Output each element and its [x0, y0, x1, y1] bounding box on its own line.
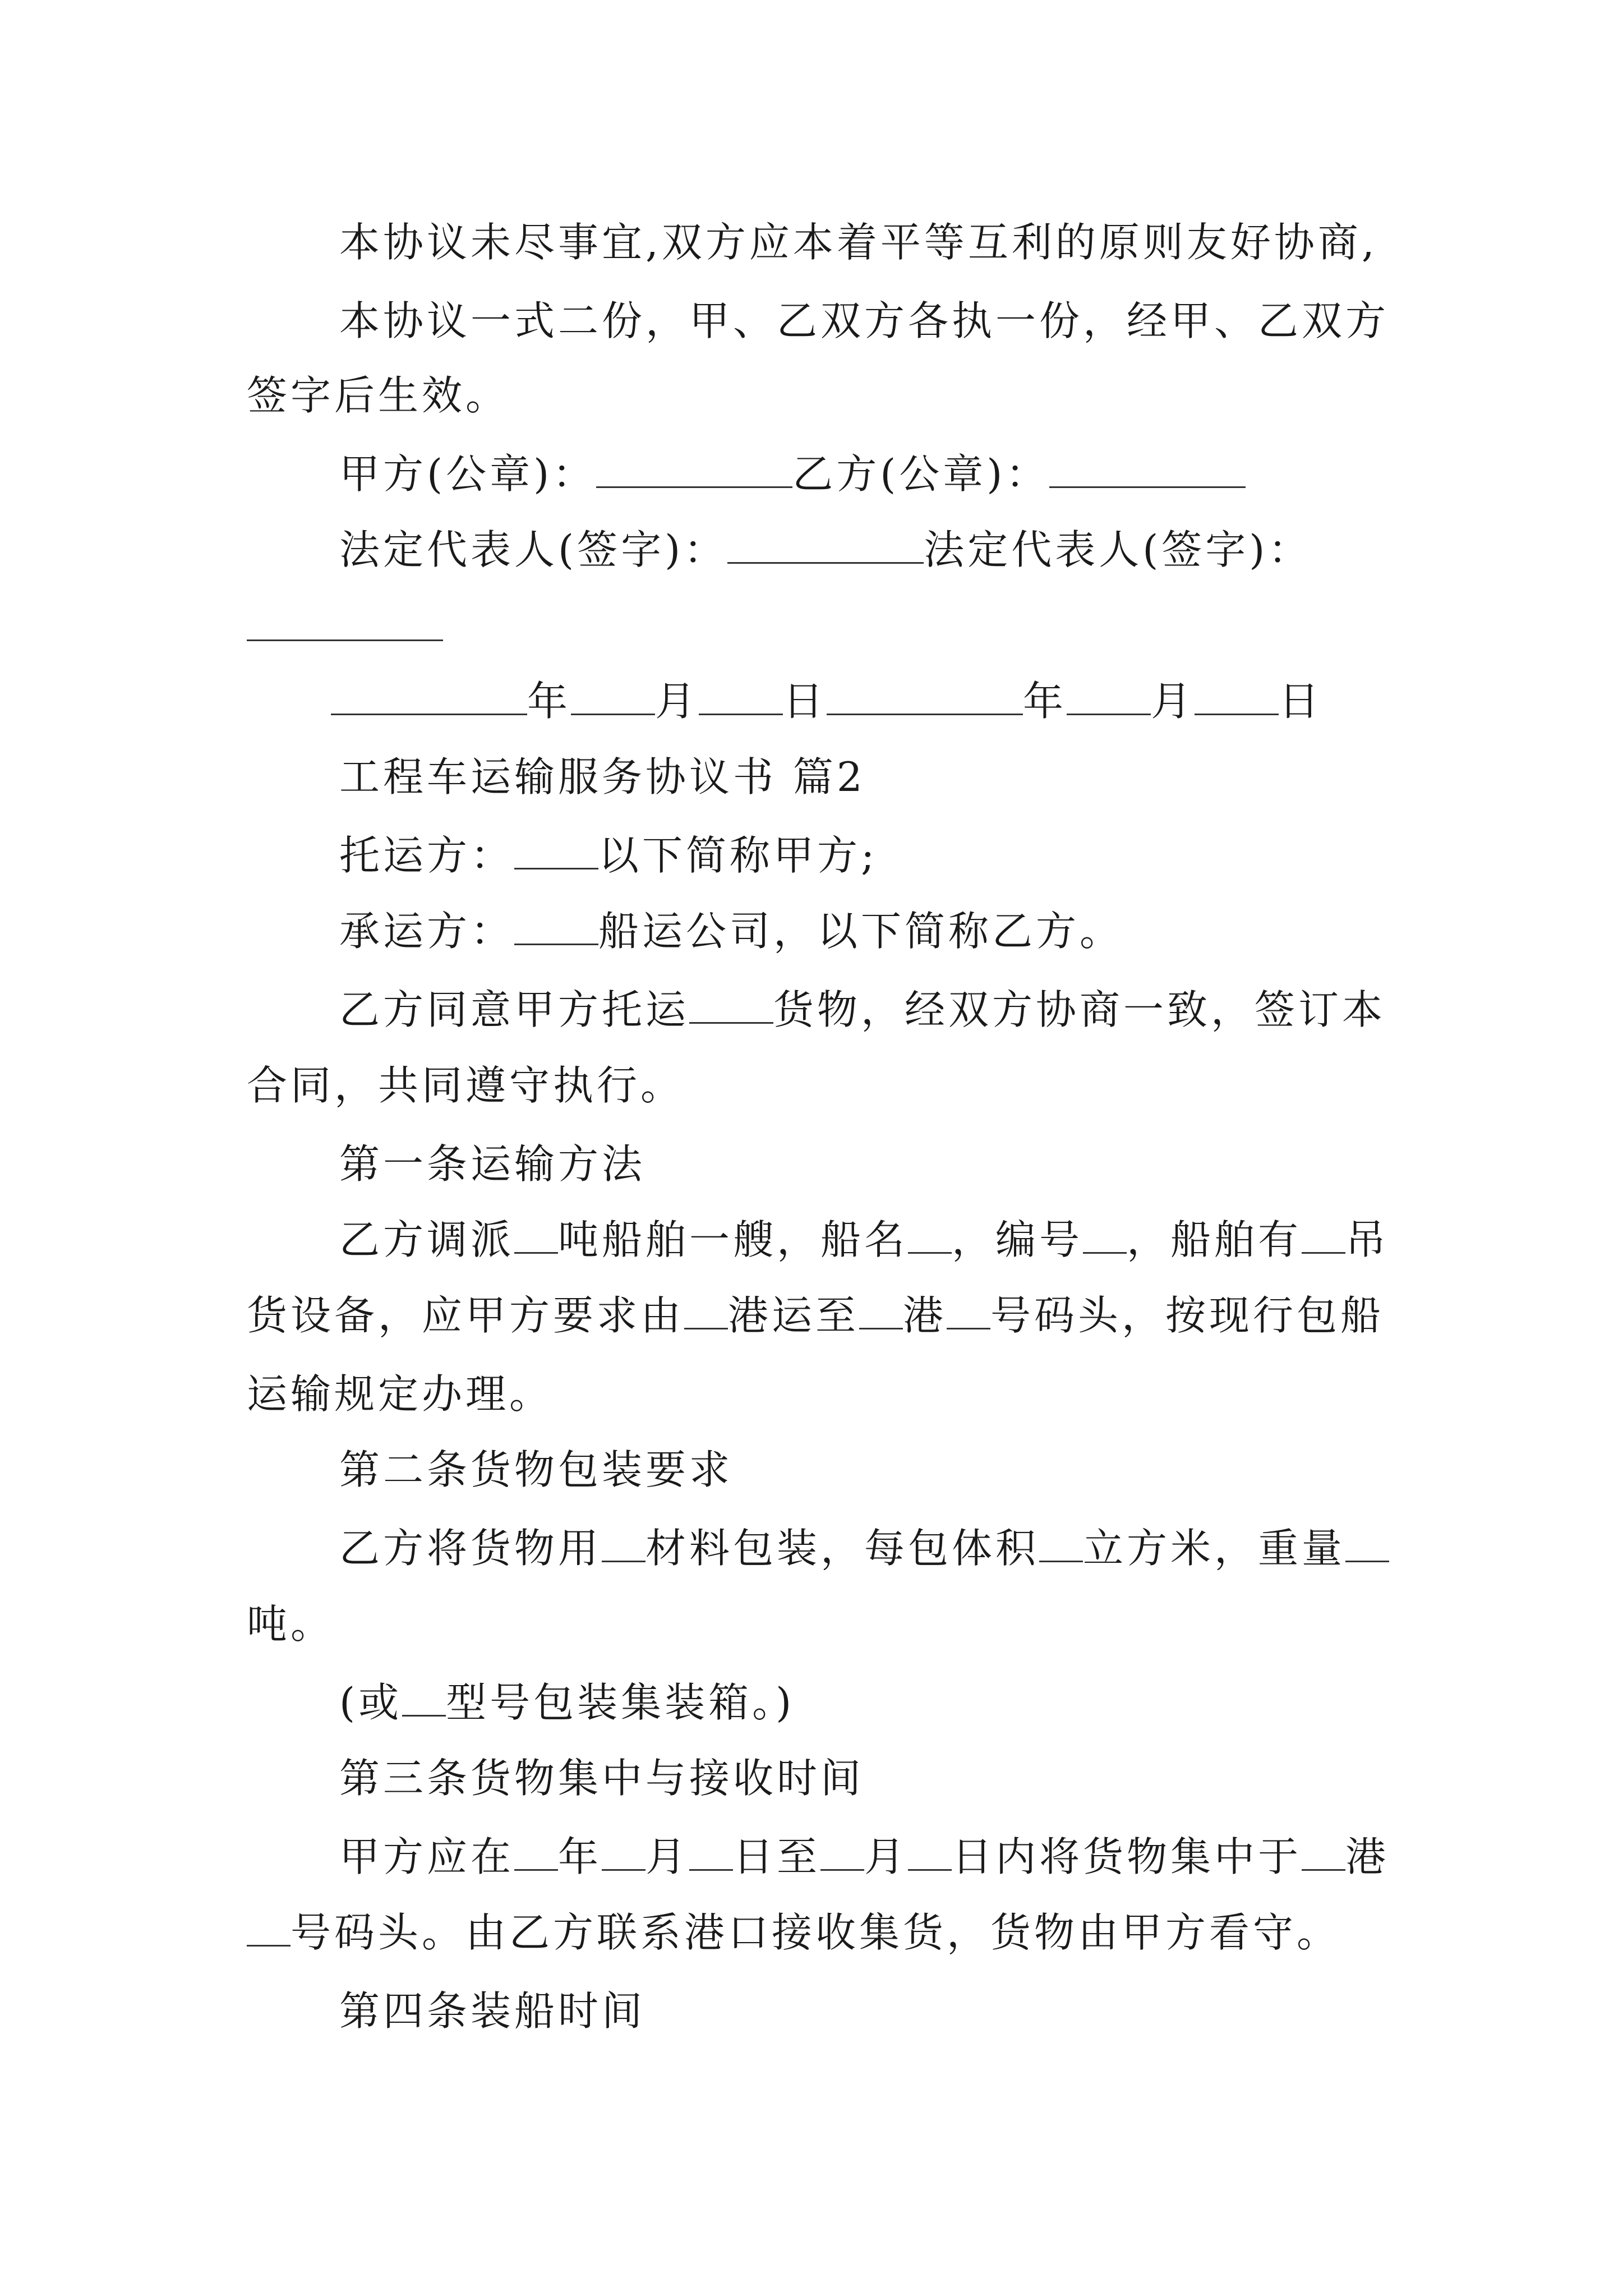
text-line-1	[339, 214, 1378, 270]
party-a-day-blank	[699, 678, 783, 715]
collection-month-end-blank	[820, 1833, 864, 1871]
party-b-year-blank	[827, 678, 1023, 715]
text-segment: 号码头。由乙方联系港口接收集货，货物由甲方看守。	[291, 1909, 1341, 1956]
text-segment: 乙方调派	[339, 1216, 515, 1263]
party-a-seal-blank	[596, 450, 792, 488]
text-segment: ，船舶有	[1127, 1216, 1302, 1263]
section-heading-text: 工程车运输服务协议书 篇2	[339, 753, 866, 800]
party-b-seal-blank	[1049, 450, 1246, 488]
text-segment: 日内将货物集中于	[952, 1833, 1302, 1880]
party-b-representative-blank	[247, 639, 443, 641]
party-a-representative-label: 法定代表人(签字)：	[339, 526, 728, 573]
text-line-article-2a	[339, 1520, 1389, 1576]
text-line-2	[339, 293, 1389, 349]
text-segment: 材料包装，每包体积	[645, 1525, 1040, 1572]
text-segment: 运输规定办理。	[247, 1370, 554, 1418]
party-a-year-blank	[331, 678, 527, 715]
collection-day-start-blank	[689, 1833, 733, 1871]
text-segment: 承运方：	[339, 908, 515, 955]
party-a-representative-blank	[727, 526, 924, 564]
text-segment: (或	[339, 1679, 403, 1726]
weight-blank	[1345, 1525, 1389, 1562]
article-heading-text: 第二条货物包装要求	[339, 1446, 734, 1493]
text-segment: 本协议一式二份，甲、乙双方各执一份，经甲、乙双方	[339, 297, 1390, 344]
article-heading-text: 第三条货物集中与接收时间	[339, 1755, 865, 1802]
party-a-seal-label: 甲方(公章)：	[339, 450, 597, 498]
text-segment: 型号包装集装箱。)	[446, 1679, 795, 1726]
text-line-article-2c	[339, 1674, 795, 1731]
text-segment: 吨船舶一艘，船名	[558, 1216, 909, 1263]
text-segment: 本协议未尽事宜,双方应本着平等互利的原则友好协商,	[339, 219, 1378, 266]
date-segment: 月	[1151, 678, 1195, 725]
text-segment: 吊	[1345, 1216, 1390, 1263]
article-heading-text: 第四条装船时间	[339, 1987, 646, 2035]
section-heading	[339, 749, 866, 805]
carrier-blank	[514, 908, 598, 945]
text-segment: 货物，经双方协商一致，签订本	[773, 986, 1386, 1033]
collection-month-start-blank	[602, 1833, 645, 1871]
text-line-article-2b	[247, 1596, 334, 1652]
text-segment: 港运至	[728, 1292, 860, 1339]
container-type-blank	[402, 1679, 446, 1717]
collection-year-blank	[514, 1833, 558, 1871]
date-segment: 年	[1023, 678, 1067, 725]
text-segment: 日至	[733, 1833, 821, 1880]
cargo-blank	[689, 986, 773, 1024]
text-line-agreement	[339, 982, 1386, 1038]
text-line-article-3b	[247, 1904, 1340, 1961]
text-segment: 货设备，应甲方要求由	[247, 1292, 685, 1339]
dock-number-blank	[947, 1292, 990, 1329]
text-segment: 吨。	[247, 1600, 335, 1648]
text-line-3	[247, 367, 509, 424]
text-line-article-1a	[339, 1212, 1389, 1268]
origin-port-blank	[684, 1292, 728, 1329]
text-segment: 年	[558, 1833, 602, 1880]
text-segment: 以下简称甲方;	[598, 832, 878, 879]
collection-port-blank	[1302, 1833, 1345, 1871]
article-heading-2	[339, 1442, 733, 1498]
ship-name-blank	[908, 1216, 952, 1254]
collection-day-end-blank	[908, 1833, 952, 1871]
material-blank	[602, 1525, 645, 1562]
text-segment: 月	[645, 1833, 690, 1880]
date-line	[331, 673, 1322, 729]
text-segment: 签字后生效。	[247, 372, 510, 419]
text-line-shipper	[339, 827, 878, 884]
text-segment: 港	[903, 1292, 947, 1339]
text-segment: 托运方：	[339, 832, 515, 879]
article-heading-1	[339, 1136, 645, 1192]
text-line-article-3a	[339, 1829, 1389, 1885]
text-segment: 立方米，重量	[1083, 1525, 1346, 1572]
text-segment: 甲方应在	[339, 1833, 515, 1880]
party-b-seal-label: 乙方(公章)：	[792, 450, 1050, 498]
article-heading-text: 第一条运输方法	[339, 1140, 646, 1188]
text-segment: 船运公司，以下简称乙方。	[598, 908, 1124, 955]
ship-number-blank	[1083, 1216, 1127, 1254]
date-segment: 日	[1279, 678, 1323, 725]
article-heading-4	[339, 1983, 645, 2039]
party-b-month-blank	[1067, 678, 1151, 715]
collection-dock-blank	[247, 1909, 291, 1947]
party-b-day-blank	[1195, 678, 1279, 715]
text-segment: 乙方同意甲方托运	[339, 986, 690, 1033]
text-segment: ，编号	[952, 1216, 1083, 1263]
shipper-blank	[514, 832, 598, 869]
text-segment: 月	[864, 1833, 909, 1880]
party-a-month-blank	[571, 678, 655, 715]
article-heading-3	[339, 1750, 864, 1806]
text-line-agreement-cont	[247, 1057, 684, 1114]
text-segment: 合同，共同遵守执行。	[247, 1062, 685, 1109]
text-segment: 号码头，按现行包船	[990, 1292, 1385, 1339]
text-line-carrier	[339, 903, 1123, 959]
party-b-representative-label: 法定代表人(签字)：	[924, 526, 1312, 573]
destination-port-blank	[859, 1292, 903, 1329]
date-segment: 月	[655, 678, 699, 725]
text-line-article-1b	[247, 1287, 1384, 1343]
text-segment: 乙方将货物用	[339, 1525, 602, 1572]
signature-line-party-seals	[339, 446, 1246, 502]
text-segment: 港	[1345, 1833, 1390, 1880]
date-segment: 年	[527, 678, 571, 725]
date-segment: 日	[783, 678, 827, 725]
signature-line-representatives	[339, 522, 1312, 578]
crane-blank	[1302, 1216, 1345, 1254]
volume-blank	[1039, 1525, 1083, 1562]
tonnage-blank	[514, 1216, 558, 1254]
text-line-article-1c	[247, 1366, 553, 1422]
